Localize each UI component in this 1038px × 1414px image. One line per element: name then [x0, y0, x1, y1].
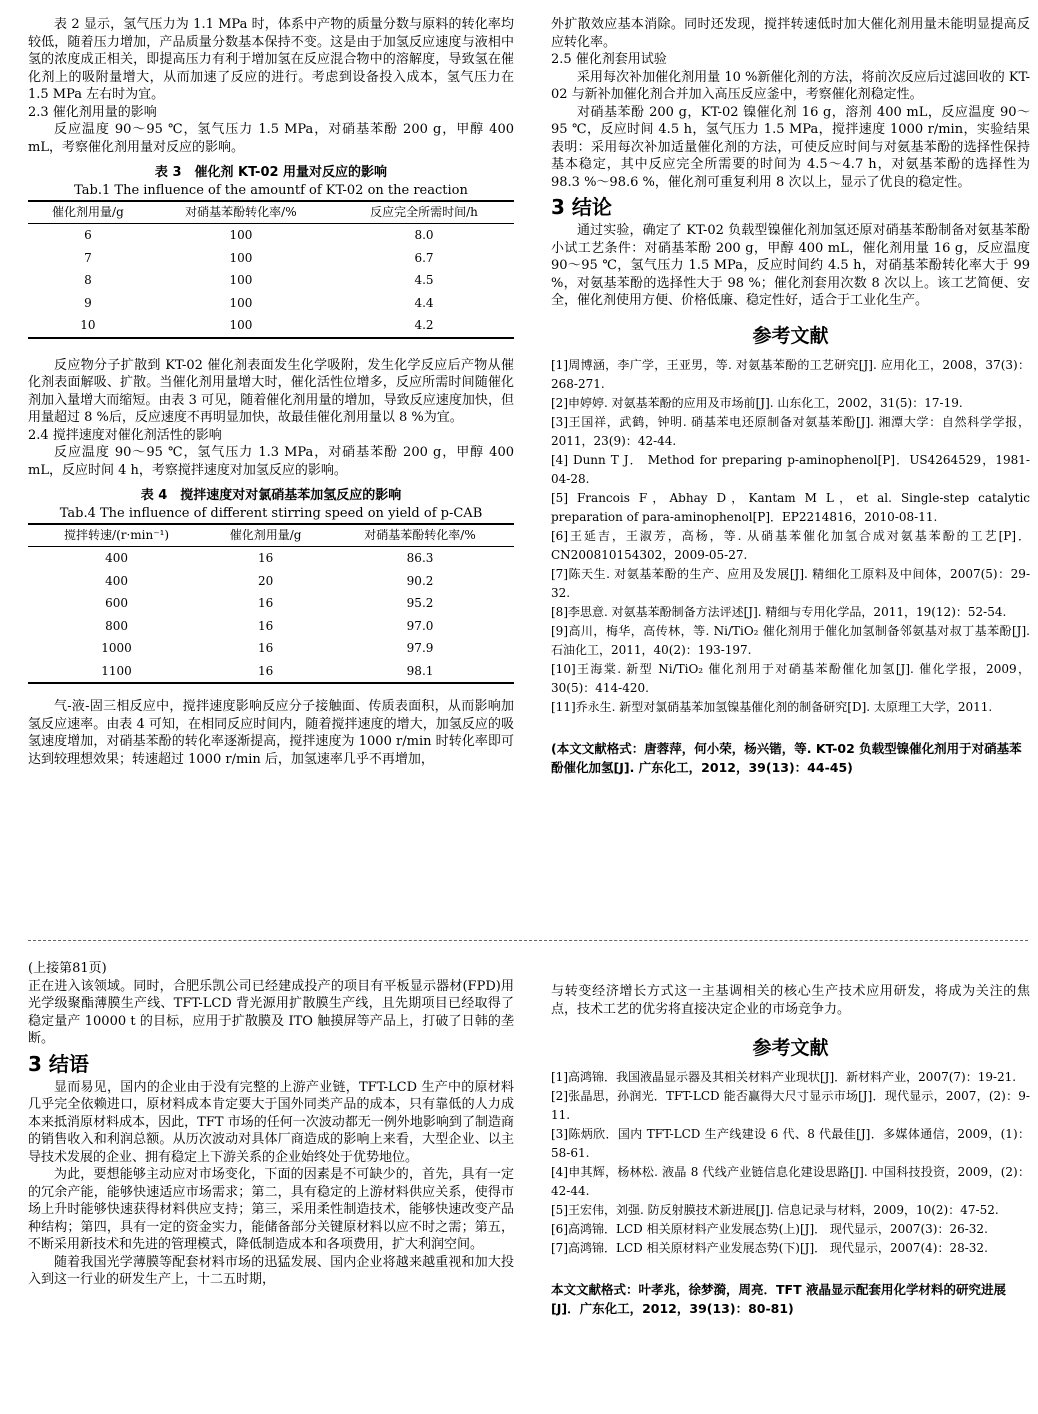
table-cell: 16 [257, 663, 274, 678]
table-cell: 16 [257, 641, 274, 655]
reference-item: [11]乔永生. 新型对氯硝基苯加氢镍基催化剂的制备研究[D]. 太原理工大学，2011. [551, 699, 993, 714]
bottom-right-column [551, 983, 1030, 1318]
reference-item: [6]高鸿锦．LCD 相关原材料产业发展态势(上)[J]． 现代显示，2007(3)：26-32. [551, 1222, 988, 1236]
table-4-grid [28, 523, 514, 684]
reference-item: [3]陈炳欣．国内 TFT-LCD 生产线建设 6 代、8 代最佳[J]．多媒体通信，2009，(1)：58-61. [551, 1127, 1030, 1160]
table-cell: 600 [105, 596, 129, 610]
table-row [28, 637, 514, 660]
section-heading: 2.5 催化剂套用试验 [551, 52, 667, 67]
table-cell: 90.2 [406, 573, 434, 588]
reference-item: [1]周博涵，李广学，王亚男，等. 对氨基苯酚的工艺研究[J]. 应用化工，2008，37(3)：268-271. [551, 357, 1030, 391]
table-cell: 100 [229, 228, 253, 242]
reference-item: [8]李思意. 对氨基苯酚制备方法评述[J]. 精细与专用化学品，2011，19(12)：52-54. [551, 604, 1007, 619]
paragraph: 对硝基苯酚 200 g，KT-02 镍催化剂 16 g，溶剂 400 mL，反应温度 90～95 ℃，反应时间 4.5 h，氢气压力 1.5 MPa，搅拌速度 1000 r/min，实验结果表明：采用每次补加适量催化剂的方法，可使反应时间与对氨基苯酚的选择性保持基本稳定，其中反应完全所需要的时间为 4.5～4.7 h，对氨基苯酚的选择性为 98.3 %～98.6 %，催化剂可重复利用 8 次以上，显示了优良的稳定性。 [551, 104, 1030, 190]
table-cell: 6.7 [414, 250, 434, 265]
paragraph: 采用每次补加催化剂用量 10 %新催化剂的方法，将前次反应后过滤回收的 KT-02 与新补加催化剂合并加入高压反应釜中，考察催化剂稳定性。 [551, 69, 1030, 102]
table-cell: 86.3 [406, 551, 434, 565]
paragraph: 外扩散效应基本消除。同时还发现，搅拌转速低时加大催化剂用量未能明显提高反应转化率。 [551, 17, 1030, 50]
table-cell: 98.1 [406, 663, 434, 678]
bottom-left-column [28, 960, 514, 1289]
top-right-column [551, 16, 1030, 777]
table-row [28, 292, 514, 315]
table-cell: 95.2 [406, 596, 434, 610]
reference-item: [10]王海棠. 新型 Ni/TiO₂ 催化剂用于对硝基苯酚催化加氢[J]. 催化学报，2009，30(5)：414-420. [551, 661, 1030, 695]
reference-item: [5] Francois F，Abhay D，Kantam M L，et al. Single-step catalytic preparation of para-aminophenol[P]．EP2214816，2010-08-11. [551, 490, 1030, 524]
paragraph: 气-液-固三相反应中，搅拌速度影响反应分子接触面、传质表面积，从而影响加氢反应速率。由表 4 可知，在相同反应时间内，随着搅拌速度的增大，加氢反应的吸氢速度增加，对硝基苯酚的转化率逐渐提高，搅拌速度为 1000 r/min 时转化率即可达到较理想效果；转速超过 1000 r/min 后，加氢速率几乎不再增加， [28, 699, 514, 767]
table-row [28, 247, 514, 270]
paragraph: 为此，要想能够主动应对市场变化，下面的因素是不可缺少的，首先，具有一定的冗余产能，能够快速适应市场需求；第二，具有稳定的上游材料供应关系，使得市场上升时能够快速获得材料供应支持；第三，采用柔性制造技术，能够快速改变产品种结构；第四，具有一定的资金实力，能储备部分关键原材料以应不时之需；第五，不断采用新技术和先进的管理模式，降低制造成本和各项费用，扩大利润空间。 [28, 1167, 514, 1252]
table-row [28, 592, 514, 615]
table-cell: 16 [257, 618, 274, 633]
references-title: 参考文献 [752, 324, 829, 347]
references-title: 参考文献 [752, 1037, 829, 1059]
reference-item: [4]申其辉，杨林松. 液晶 8 代线产业链信息化建设思路[J]. 中国科技投资，2009，(2)：42-44. [551, 1165, 1030, 1198]
table-cell: 4.2 [414, 318, 434, 332]
table-cell: 20 [257, 573, 274, 588]
paragraph: 与转变经济增长方式这一主基调相关的核心生产技术应用研发，将成为关注的焦点，技术工艺的优劣将直接决定企业的市场竞争力。 [551, 984, 1030, 1017]
paragraph: 表 2 显示，氢气压力为 1.1 MPa 时，体系中产物的质量分数与原料的转化率均较低，随着压力增加，产品质量分数基本保持不变。这是由于加氢反应速度与液相中氢的浓度成正相关，即提高压力有利于增加氢在反应混合物中的溶解度，导致氢在催化剂上的吸附量增大，从而加速了反应的进行。考虑到设备投入成本，氢气压力在 1.5 MPa 左右时为宜。 [28, 17, 514, 102]
table-row [28, 615, 514, 638]
table-cell: 100 [229, 273, 253, 287]
continued-note: (上接第81页) [28, 961, 107, 976]
citation-format: (本文文献格式：唐蓉萍，何小荣，杨兴锴，等. KT-02 负载型镍催化剂用于对硝基苯酚催化加氢[J]. 广东化工，2012，39(13)：44-45) [551, 740, 1022, 775]
table-4 [28, 487, 514, 684]
table-3 [28, 164, 514, 339]
table-caption-en: Tab.1 The influence of the amountf of KT-02 on the reaction [74, 183, 468, 198]
paragraph: 反应温度 90～95 ℃，氢气压力 1.5 MPa，对硝基苯酚 200 g，甲醇 400 mL，考察催化剂用量对反应的影响。 [28, 122, 514, 155]
reference-item: [7]陈天生. 对氨基苯酚的生产、应用及发展[J]. 精细化工原料及中间体，2007(5)：29-32. [551, 566, 1030, 600]
references-list [551, 1068, 1030, 1258]
table-header: 催化剂用量/g [229, 528, 302, 542]
section-divider [28, 940, 1028, 941]
table-caption-en: Tab.4 The influence of different stirring speed on yield of p-CAB [59, 506, 483, 521]
reference-item: [2]张晶思，孙润光．TFT-LCD 能否赢得大尺寸显示市场[J]．现代显示，2007，(2)：9-11. [551, 1089, 1030, 1122]
table-cell: 1000 [101, 641, 132, 655]
paragraph: 随着我国光学薄膜等配套材料市场的迅猛发展、国内企业将越来越重视和加大投入到这一行业的研发生产上，十二五时期， [28, 1254, 514, 1287]
table-caption-cn: 表 4 搅拌速度对对氯硝基苯加氢反应的影响 [140, 488, 402, 503]
table-cell: 100 [229, 250, 253, 265]
reference-item: [9]高川，梅华，高传林，等. Ni/TiO₂ 催化剂用于催化加氢制备邻氨基对叔丁基苯酚[J]. 石油化工，2011，40(2)：193-197. [551, 623, 1030, 657]
table-cell: 8 [84, 273, 92, 287]
reference-item: [1]高鸿锦．我国液晶显示器及其相关材料产业现状[J]．新材料产业，2007(7)：19-21. [551, 1070, 1017, 1084]
paragraph: 反应温度 90～95 ℃，氢气压力 1.3 MPa，对硝基苯酚 200 g，甲醇 400 mL，反应时间 4 h，考察搅拌速度对加氢反应的影响。 [28, 445, 514, 478]
table-cell: 6 [84, 228, 92, 242]
table-caption-cn: 表 3 催化剂 KT-02 用量对反应的影响 [154, 165, 388, 180]
table-cell: 100 [229, 318, 253, 332]
section-heading: 2.3 催化剂用量的影响 [28, 104, 157, 120]
table-cell: 100 [229, 295, 253, 310]
reference-item: [6]王延吉，王淑芳，高杨，等. 从硝基苯催化加氢合成对氨基苯酚的工艺[P]．CN200810154302，2009-05-27. [551, 528, 1030, 562]
reference-item: [2]申婷婷. 对氨基苯酚的应用及市场前[J]. 山东化工，2002，31(5)：17-19. [551, 395, 963, 410]
table-header: 反应完全所需时间/h [370, 205, 478, 219]
reference-item: [5]王宏伟，刘强. 防反射膜技术新进展[J]. 信息记录与材料，2009，10(2)：47-52. [551, 1203, 999, 1217]
table-header: 对硝基苯酚转化率/% [185, 205, 297, 219]
paragraph: 正在进入该领域。同时，合肥乐凯公司已经建成投产的项目有平板显示器材(FPD)用光学级聚酯薄膜生产线、TFT-LCD 背光源用扩散膜生产线，且先期项目已经取得了稳定量产 10000 t 的目标，应用于扩散膜及 ITO 触摸屏等产品上，打破了日韩的垄断。 [28, 978, 514, 1046]
table-cell: 4.5 [414, 273, 434, 287]
table-cell: 9 [84, 295, 92, 310]
reference-item: [7]高鸿锦．LCD 相关原材料产业发展态势(下)[J]． 现代显示，2007(4)：28-32. [551, 1241, 988, 1255]
citation-format: 本文文献格式：叶孝兆，徐梦漪，周亮．TFT 液晶显示配套用化学材料的研究进展[J]．广东化工，2012，39(13)：80-81) [551, 1282, 1006, 1316]
table-row [28, 660, 514, 684]
section-heading-conclusion: 3 结语 [28, 1051, 89, 1076]
table-header: 催化剂用量/g [52, 205, 124, 219]
reference-item: [4] Dunn T J． Method for preparing p-aminophenol[P]．US4264529，1981-04-28. [551, 452, 1030, 486]
section-heading-conclusion: 3 结论 [551, 195, 612, 219]
table-row [28, 547, 514, 570]
table-cell: 97.0 [406, 618, 434, 633]
paragraph: 通过实验，确定了 KT-02 负载型镍催化剂加氢还原对硝基苯酚制备对氨基苯酚小试工艺条件：对硝基苯酚 200 g，甲醇 400 mL，催化剂用量 16 g，反应温度 90～95 ℃，氢气压力 1.5 MPa，反应时间约 4.5 h，对硝基苯酚转化率大于 99 %，对氨基苯酚的选择性大于 98 %；催化剂套用次数 8 次以上。该工艺简便、安全，催化剂使用方便、价格低廉、稳定性好，适合于工业化生产。 [551, 223, 1030, 308]
table-header: 对硝基苯酚转化率/% [364, 528, 476, 542]
reference-item: [3]王国祥，武鹤，钟明. 硝基苯电还原制备对氨基苯酚[J]. 湘潭大学：自然科学学报，2011，23(9)：42-44. [551, 414, 1030, 448]
table-row [28, 570, 514, 593]
table-row [28, 314, 514, 338]
table-3-grid [28, 200, 514, 339]
table-cell: 8.0 [414, 228, 434, 242]
paragraph: 反应物分子扩散到 KT-02 催化剂表面发生化学吸附，发生化学反应后产物从催化剂表面解吸、扩散。当催化剂用量增大时，催化活性位增多，反应所需时间随催化剂加入量增大而缩短。由表 3 可见，随着催化剂用量的增加，导致反应速度加快，但用量超过 8 %后，反应速度不再明显加快，故最佳催化剂用量以 8 %为宜。 [28, 357, 514, 425]
table-cell: 10 [80, 318, 96, 332]
table-cell: 800 [105, 618, 129, 633]
table-row [28, 269, 514, 292]
table-cell: 16 [257, 551, 274, 565]
table-header: 搅拌转速/(r·min⁻¹) [64, 528, 170, 542]
references-list [551, 356, 1030, 717]
table-cell: 400 [105, 551, 129, 565]
table-cell: 16 [257, 596, 274, 610]
top-left-column [28, 16, 514, 768]
paragraph: 显而易见，国内的企业由于没有完整的上游产业链，TFT-LCD 生产中的原材料几乎完全依赖进口，原材料成本肯定要大于国外同类产品的成本，只有靠低的人力成本来抵消原材料成本，因此，TFT 市场的任何一次波动都无一例外地影响到了制造商的销售收入和利润总额。从历次波动对具体厂商造成的影响上来看，大型企业、以主导技术发展的企业、拥有稳定上下游关系的企业始终处于优势地位。 [28, 1079, 514, 1165]
table-row [28, 224, 514, 247]
table-cell: 400 [105, 573, 129, 588]
section-heading: 2.4 搅拌速度对催化剂活性的影响 [28, 427, 222, 443]
table-cell: 97.9 [406, 641, 434, 655]
table-cell: 7 [84, 250, 92, 265]
table-cell: 4.4 [414, 295, 434, 310]
table-cell: 1100 [101, 663, 132, 678]
